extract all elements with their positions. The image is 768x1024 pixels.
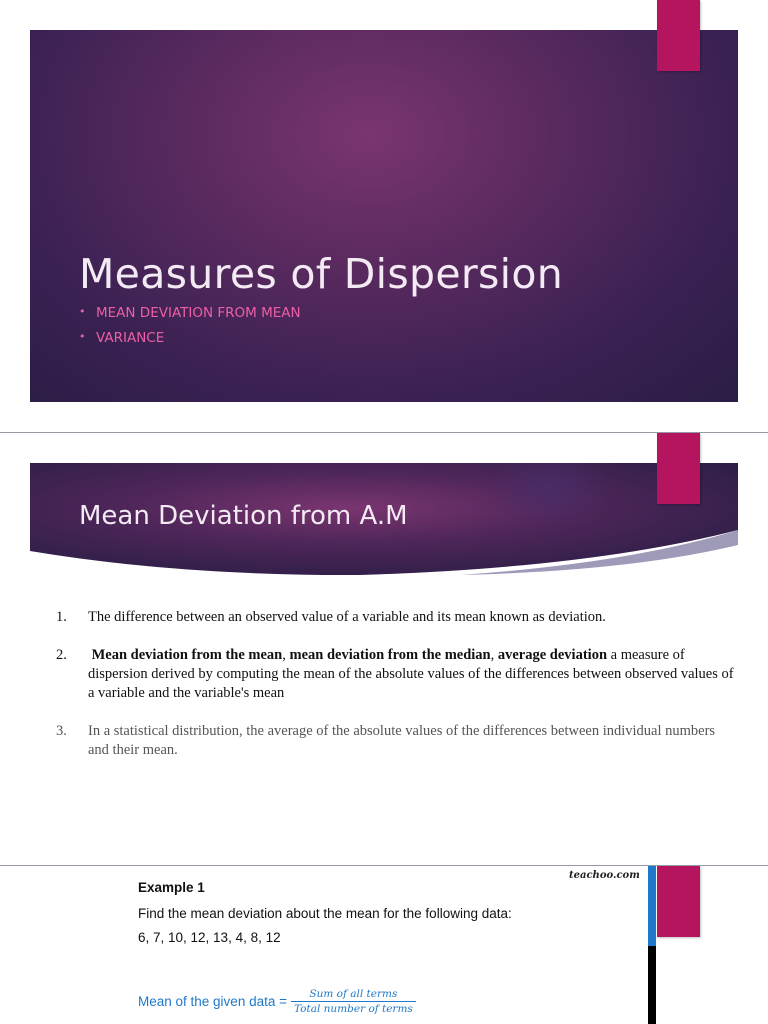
term-bold: Mean deviation from the mean <box>91 647 283 663</box>
fraction <box>291 988 416 1015</box>
slide-title: Mean Deviation from A.M <box>79 501 408 531</box>
side-bar-black <box>648 946 656 1024</box>
fraction-bar <box>291 1001 416 1002</box>
separator: , <box>490 647 498 663</box>
item-text: In a statistical distribution, the average of the absolute values of the differences between individual numbers and their mean. <box>88 723 716 758</box>
brand-watermark: teachoo.com <box>569 870 640 881</box>
item-text: a measure of dispersion derived by computing the mean of the absolute values of the differences between observed values of a variable and the variable's mean <box>88 647 734 701</box>
example-slide <box>0 866 768 1024</box>
content-slide <box>0 433 768 865</box>
bullet-dot-icon: • <box>79 330 86 343</box>
subtitle-text: MEAN DEVIATION FROM MEAN <box>96 305 301 321</box>
separator: , <box>282 647 290 663</box>
item-text: The difference between an observed value of a variable and its mean known as deviation. <box>88 609 606 625</box>
example-data: 6, 7, 10, 12, 13, 4, 8, 12 <box>138 930 281 945</box>
bullet-dot-icon: • <box>79 305 86 318</box>
fraction-numerator: Sum of all terms <box>309 988 398 1000</box>
example-heading: Example 1 <box>138 880 205 895</box>
subtitle-text: VARIANCE <box>96 330 165 346</box>
item-number: 1. <box>56 609 67 625</box>
fraction-denominator: Total number of terms <box>293 1003 413 1015</box>
accent-tab <box>657 433 700 504</box>
term-bold: average deviation <box>497 647 608 663</box>
accent-tab <box>657 866 700 937</box>
subtitle-list <box>79 304 301 354</box>
list-item <box>56 608 736 627</box>
slide-title: Measures of Dispersion <box>79 250 564 298</box>
subtitle-item <box>79 329 301 354</box>
title-slide <box>0 0 768 432</box>
example-question: Find the mean deviation about the mean for the following data: <box>138 906 512 921</box>
term-bold: mean deviation from the median <box>289 647 491 663</box>
mean-formula <box>138 988 416 1015</box>
item-number: 2. <box>56 647 67 663</box>
definition-list <box>56 608 736 779</box>
list-item <box>56 646 736 703</box>
formula-label: Mean of the given data = <box>138 994 287 1009</box>
subtitle-item <box>79 304 301 329</box>
side-bar-blue <box>648 866 656 946</box>
item-number: 3. <box>56 723 67 739</box>
list-item <box>56 722 736 760</box>
accent-tab <box>657 0 700 71</box>
